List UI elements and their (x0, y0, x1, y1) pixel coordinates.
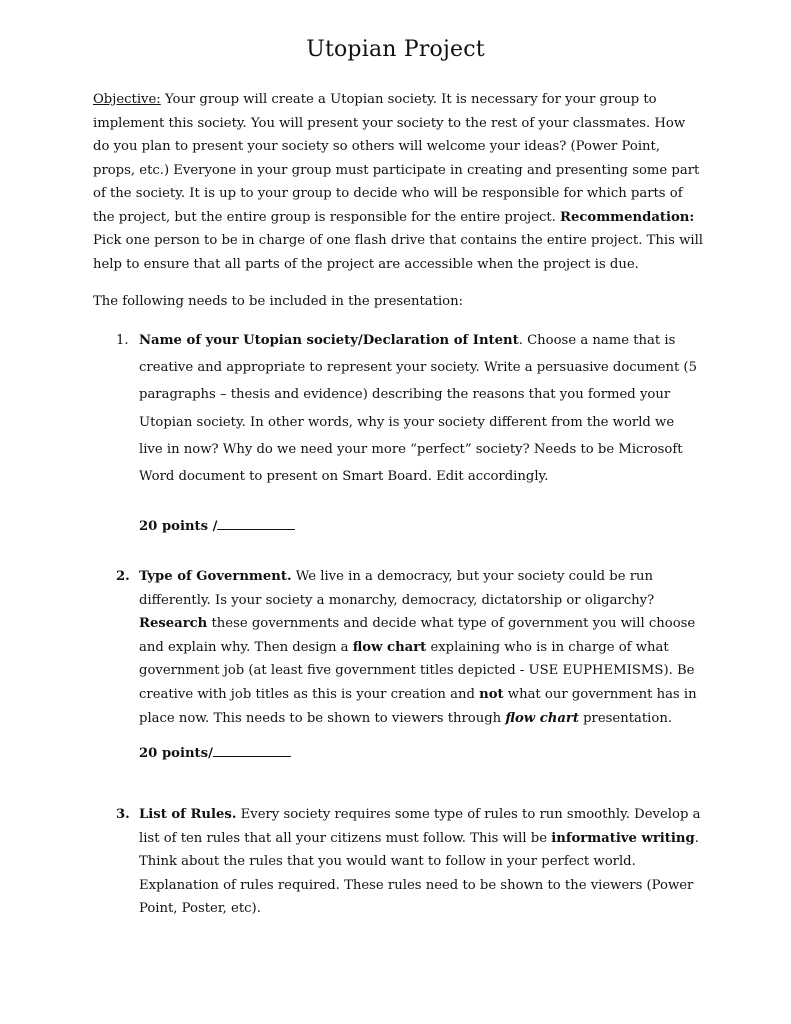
item-3-number: 3. (116, 807, 130, 822)
item-2-points-label: 20 points/ (139, 746, 213, 761)
item-2-text-a: We live in a democracy, but your society could be run differently. Is your society a monarchy, democracy, dictatorship or oligarchy? (139, 569, 655, 608)
recommendation-label: Recommendation: (560, 209, 695, 225)
item-1-heading: Name of your Utopian society/Declaration of Intent (139, 333, 519, 348)
item-2-text-c: explaining who is in charge of what government job (at least five government titles depicted - USE EUPHEMISMS). Be creative with job titles as this is your creation and (139, 639, 695, 702)
item-1-points-label: 20 points / (139, 519, 218, 534)
document-title: Utopian Project (306, 37, 485, 62)
recommendation-text: Pick one person to be in charge of one flash drive that contains the entire project. This will help to ensure that all parts of the project are accessible when the project is due. (93, 233, 704, 272)
item-3-text-a: Every society requires some type of rules to run smoothly. Develop a list of ten rules that all your citizens must follow. This will be (139, 807, 701, 846)
item-1-body (139, 327, 701, 490)
item-2-flow-chart: flow chart (352, 639, 427, 655)
item-2-body (139, 565, 701, 730)
item-2-text-e: presentation. (578, 710, 673, 726)
item-1-points-blank (217, 517, 295, 530)
item-2-not: not (479, 686, 504, 702)
item-1-points (139, 517, 295, 534)
objective-paragraph (93, 88, 703, 276)
item-2-text-b: these governments and decide what type of government you will choose and explain why. Then design a (139, 616, 696, 655)
item-2-heading: Type of Government. (139, 569, 292, 584)
item-3-body (139, 803, 701, 921)
item-2-number: 2. (116, 569, 130, 584)
objective-text: Your group will create a Utopian society. It is necessary for your group to implement this society. You will present your society to the rest of your classmates. How do you plan to present your society so others will welcome your ideas? (Power Point, props, etc.) Everyone in your group must participate in creating and presenting some part of the society. It is up to your group to decide who will be responsible for which parts of the project, but the entire group is responsible for the entire project. (93, 92, 700, 225)
objective-label: Objective: (93, 92, 161, 107)
item-1-text: . Choose a name that is creative and appropriate to represent your society. Write a persuasive document (5 paragraphs – thesis and evidence) describing the reasons that you formed your Utopian society. In other words, why is your society different from the world we live in now? Why do we need your more “perfect” society? Needs to be Microsoft Word document to present on Smart Board. Edit accordingly. (139, 333, 697, 485)
item-1-number: 1. (116, 333, 129, 348)
item-2-text-d: what our government has in place now. This needs to be shown to viewers through (139, 686, 697, 726)
item-3-informative: informative writing (551, 830, 695, 846)
item-3-heading: List of Rules. (139, 807, 237, 822)
item-2-points (139, 744, 291, 761)
intro-text: The following needs to be included in the presentation: (93, 294, 464, 309)
item-3-text-b: . Think about the rules that you would want to follow in your perfect world. Explanation of rules required. These rules need to be shown to the viewers (Power Point, Poster, etc). (139, 830, 699, 917)
item-2-flow-chart-italic: flow chart (505, 710, 579, 726)
item-2-research: Research (139, 616, 208, 632)
item-2-points-blank (213, 744, 291, 757)
